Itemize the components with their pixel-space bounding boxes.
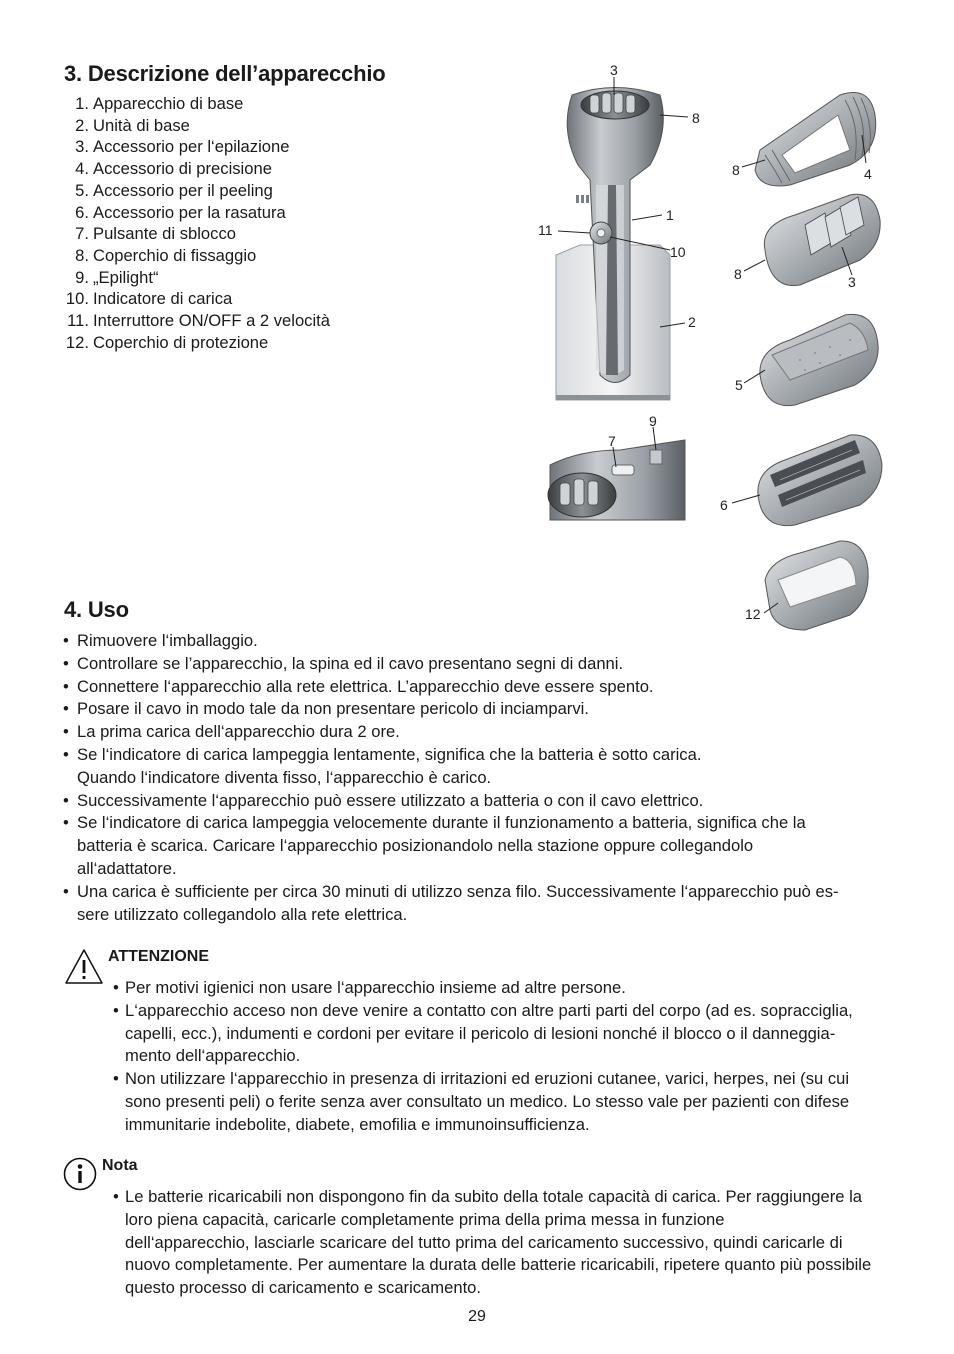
usage-item xyxy=(63,744,893,790)
note-item-line: questo processo di caricamento e scaricamento. xyxy=(125,1278,482,1298)
label-3-epilation: 3 xyxy=(848,274,856,290)
usage-item-line: Rimuovere l‘imballaggio. xyxy=(77,631,258,650)
usage-item xyxy=(63,721,893,744)
part-label: Accessorio per la rasatura xyxy=(93,202,286,222)
part-label: Interruttore ON/OFF a 2 velocità xyxy=(93,311,331,331)
label-2: 2 xyxy=(688,314,696,330)
usage-item xyxy=(63,630,893,653)
note-title: Nota xyxy=(102,1157,138,1174)
warning-triangle-icon xyxy=(64,948,104,986)
precision-accessory-drawing xyxy=(755,93,876,187)
part-number: 12. xyxy=(65,332,89,352)
protective-cap-drawing xyxy=(765,541,868,630)
usage-item-line: Posare il cavo in modo tale da non presentare pericolo di inciamparvi. xyxy=(77,699,589,719)
section-3-heading: 3. Descrizione dell’apparecchio xyxy=(64,61,386,86)
part-number: 1. xyxy=(75,94,89,113)
part-label: Pulsante di sblocco xyxy=(93,224,236,244)
usage-item xyxy=(63,881,893,927)
info-icon xyxy=(63,1157,97,1191)
label-1: 1 xyxy=(666,207,674,223)
label-11: 11 xyxy=(538,222,553,238)
part-item xyxy=(59,267,389,289)
part-number: 4. xyxy=(75,159,89,179)
part-label: Coperchio di protezione xyxy=(93,332,269,352)
warning-item-line: immunitarie indebolite, diabete, emofilia e immunoinsufficienza. xyxy=(125,1114,590,1134)
label-9: 9 xyxy=(649,413,657,429)
warning-item xyxy=(113,977,893,1000)
part-label: „Epilight“ xyxy=(93,267,159,287)
warning-item xyxy=(113,1000,893,1068)
part-number: 6. xyxy=(75,202,89,222)
peeling-accessory-drawing xyxy=(760,314,878,405)
part-number: 2. xyxy=(75,115,89,135)
note-item-line: nuovo completamente. Per aumentare la durata delle batterie ricaricabili, ripetere quanto più possibile xyxy=(125,1255,872,1275)
label-5: 5 xyxy=(735,377,743,393)
part-item xyxy=(59,245,389,267)
label-8-precision: 8 xyxy=(732,162,740,178)
label-7: 7 xyxy=(608,433,616,449)
part-item xyxy=(59,115,389,137)
usage-item-line: Controllare se l’apparecchio, la spina ed il cavo presentano segni di danni. xyxy=(77,653,624,673)
label-12: 12 xyxy=(745,606,761,622)
part-label: Indicatore di carica xyxy=(93,289,233,309)
usage-item-line: La prima carica dell‘apparecchio dura 2 ore. xyxy=(77,722,400,742)
part-number: 11. xyxy=(67,311,89,331)
usage-item-line: batteria è scarica. Caricare l‘apparecchio posizionandolo nella stazione oppure collegandolo xyxy=(77,836,754,856)
usage-item xyxy=(63,812,893,880)
parts-list xyxy=(59,93,389,353)
warning-item-line: L‘apparecchio acceso non deve venire a contatto con altre parti parti del corpo (ad es. sopracciglia, xyxy=(125,1000,853,1020)
part-label: Apparecchio di base xyxy=(93,94,244,113)
warning-item-line: sono presenti peli) o ferite senza aver consultato un medico. Lo stesso vale per pazienti con difese xyxy=(125,1091,850,1111)
usage-item-line: Quando l‘indicatore diventa fisso, l‘apparecchio è carico. xyxy=(77,767,492,787)
warning-item-line: Per motivi igienici non usare l‘apparecchio insieme ad altre persone. xyxy=(125,978,626,997)
warning-item-line: Non utilizzare l‘apparecchio in presenza di irritazioni ed eruzioni cutanee, varici, herpes, nei (su cui xyxy=(125,1069,850,1089)
part-item xyxy=(59,310,389,332)
usage-item xyxy=(63,698,893,721)
usage-item xyxy=(63,676,893,699)
warning-list xyxy=(113,977,893,1137)
shaving-accessory-drawing xyxy=(758,435,882,526)
epilation-accessory-drawing xyxy=(764,194,880,285)
part-label: Coperchio di fissaggio xyxy=(93,245,257,265)
part-item xyxy=(59,93,389,115)
part-label: Accessorio per il peeling xyxy=(93,180,273,200)
part-number: 5. xyxy=(75,180,89,200)
part-item xyxy=(59,136,389,158)
usage-item-line: Successivamente l‘apparecchio può essere utilizzato a batteria o con il cavo elettrico. xyxy=(77,790,704,810)
detail-unlock-drawing xyxy=(548,440,685,520)
label-8-epilation: 8 xyxy=(734,266,742,282)
label-8-main: 8 xyxy=(692,110,700,126)
part-item xyxy=(59,288,389,310)
note-item-line: loro piena capacità, caricarle completamente prima della prima messa in funzione xyxy=(125,1209,725,1229)
label-3-top: 3 xyxy=(610,62,618,78)
part-item xyxy=(59,158,389,180)
part-label: Accessorio di precisione xyxy=(93,159,272,179)
warning-item-line: mento dell‘apparecchio. xyxy=(125,1046,301,1066)
usage-item-line: all‘adattatore. xyxy=(77,858,177,878)
usage-list xyxy=(63,630,893,926)
section-4-heading: 4. Uso xyxy=(64,597,129,622)
usage-item xyxy=(63,653,893,676)
part-label: Accessorio per l‘epilazione xyxy=(93,137,290,157)
usage-item xyxy=(63,790,893,813)
page-number: 29 xyxy=(468,1308,486,1325)
usage-item-line: Se l‘indicatore di carica lampeggia velocemente durante il funzionamento a batteria, significa che la xyxy=(77,813,806,833)
part-number: 8. xyxy=(75,245,89,265)
label-10: 10 xyxy=(670,244,686,260)
warning-item xyxy=(113,1068,893,1136)
label-4: 4 xyxy=(864,166,872,182)
usage-item-line: sere utilizzato collegandolo alla rete elettrica. xyxy=(77,904,408,924)
warning-title: ATTENZIONE xyxy=(108,948,210,965)
part-label: Unità di base xyxy=(93,115,190,135)
note-item xyxy=(113,1186,893,1300)
device-illustrations xyxy=(520,55,900,635)
usage-item-line: Una carica è sufficiente per circa 30 minuti di utilizzo senza filo. Successivamente l‘apparecchio può es- xyxy=(77,881,839,901)
usage-item-line: Se l‘indicatore di carica lampeggia lentamente, significa che la batteria è sotto carica. xyxy=(77,744,702,764)
part-item xyxy=(59,202,389,224)
note-item-line: dell‘apparecchio, lasciarle scaricare del tutto prima del caricamento successivo, quindi caricarle di xyxy=(125,1232,843,1252)
part-item xyxy=(59,180,389,202)
part-number: 7. xyxy=(75,224,89,244)
part-item xyxy=(59,223,389,245)
part-number: 10. xyxy=(65,289,89,309)
note-item-line: Le batterie ricaricabili non dispongono fin da subito della totale capacità di carica. Per raggiungere la xyxy=(125,1187,863,1206)
warning-item-line: capelli, ecc.), indumenti e cordoni per evitare il pericolo di lesioni nonché il blocco o il danneggia- xyxy=(125,1023,836,1043)
note-list xyxy=(113,1186,893,1300)
part-number: 9. xyxy=(75,267,89,287)
part-number: 3. xyxy=(75,137,89,157)
label-6: 6 xyxy=(720,497,728,513)
usage-item-line: Connettere l‘apparecchio alla rete elettrica. L’apparecchio deve essere spento. xyxy=(77,676,654,696)
part-item xyxy=(59,332,389,354)
